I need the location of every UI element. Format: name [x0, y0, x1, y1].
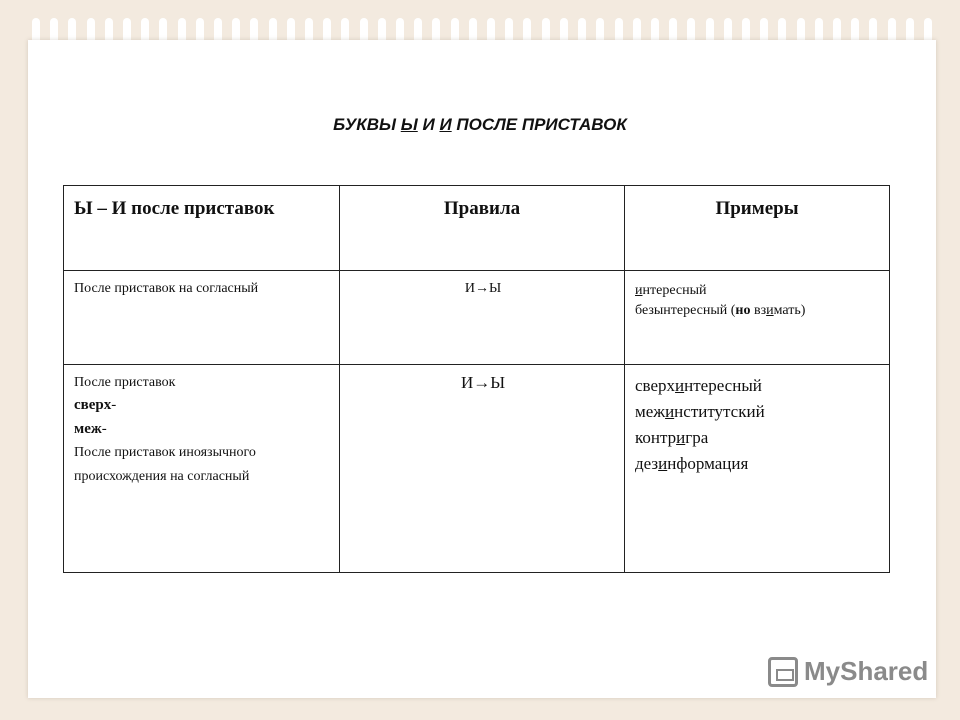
examples-cell — [625, 271, 890, 365]
header-examples: Примеры — [625, 186, 890, 271]
header-topic: Ы – И после приставок — [64, 186, 340, 271]
prefix-sverkh: сверх- — [74, 397, 117, 413]
table-row — [64, 365, 890, 573]
rule-cell — [64, 365, 340, 573]
rules-table — [63, 185, 890, 573]
example-item: межинститутский — [635, 402, 765, 421]
examples-cell — [625, 365, 890, 573]
example-item: сверхинтересный — [635, 376, 762, 395]
rule-cell: После приставок на согласный — [64, 271, 340, 365]
example-item: безынтересный (но взимать) — [635, 303, 806, 318]
table-row — [64, 271, 890, 365]
example-item: контригра — [635, 428, 709, 447]
change-cell: И→Ы — [340, 365, 625, 573]
rule-foreign: После приставок иноязычного происхождения на согласный — [74, 445, 256, 484]
rule-intro: После приставок — [74, 375, 176, 390]
example-item: интересный — [635, 283, 707, 298]
table-header-row — [64, 186, 890, 271]
example-item: дезинформация — [635, 454, 749, 473]
logo-icon — [768, 657, 798, 687]
change-cell: И→Ы — [340, 271, 625, 365]
watermark-logo: MyShared — [768, 656, 928, 687]
header-rules: Правила — [340, 186, 625, 271]
page-title: БУКВЫ Ы И И ПОСЛЕ ПРИСТАВОК — [333, 115, 627, 134]
prefix-mezh: меж- — [74, 421, 107, 437]
